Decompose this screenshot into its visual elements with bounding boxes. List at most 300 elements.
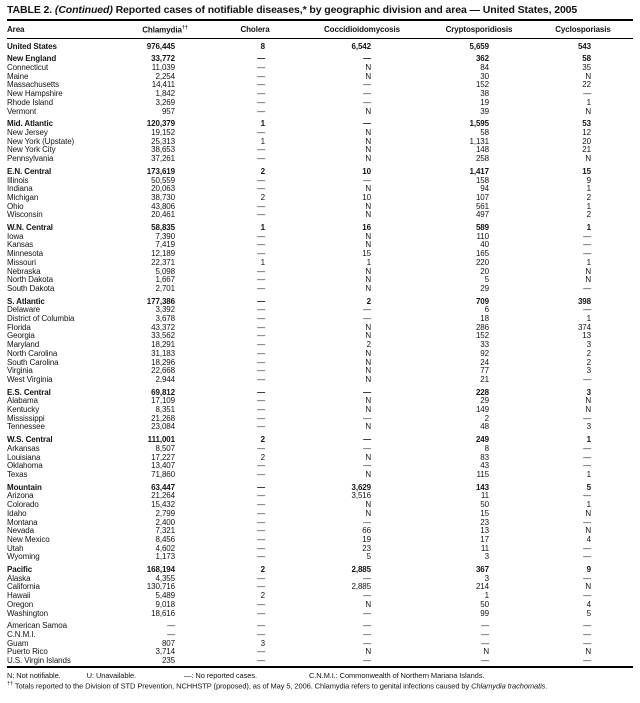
chlamydia-cell: 7,419 bbox=[155, 240, 175, 250]
cholera-cell: — bbox=[257, 348, 265, 358]
table-row bbox=[7, 359, 633, 368]
chlamydia-cell: 23,084 bbox=[151, 422, 175, 432]
cholera-cell: — bbox=[257, 240, 265, 250]
division-row bbox=[7, 389, 633, 398]
area-cell: California bbox=[7, 583, 40, 592]
chlamydia-cell: 63,447 bbox=[151, 482, 175, 492]
chlamydia-cell: 9,018 bbox=[155, 599, 175, 609]
cryptosporidiosis-cell: 77 bbox=[480, 366, 489, 376]
chlamydia-cell: 2,944 bbox=[155, 374, 175, 384]
cyclosporiasis-cell: — bbox=[583, 491, 591, 501]
coccidioidomycosis-cell: 66 bbox=[362, 526, 371, 536]
division-row bbox=[7, 566, 633, 575]
cyclosporiasis-cell: 12 bbox=[582, 127, 591, 137]
coccidioidomycosis-cell: N bbox=[365, 470, 371, 479]
chlamydia-cell: 7,321 bbox=[155, 526, 175, 536]
cryptosporidiosis-cell: 13 bbox=[480, 526, 489, 536]
cyclosporiasis-cell: — bbox=[583, 621, 591, 631]
table-row bbox=[7, 241, 633, 250]
cryptosporidiosis-cell: 149 bbox=[475, 405, 489, 415]
cholera-cell: — bbox=[257, 97, 265, 107]
cyclosporiasis-cell: 15 bbox=[582, 166, 591, 176]
area-cell: Maine bbox=[7, 72, 29, 81]
cryptosporidiosis-cell: 228 bbox=[475, 387, 489, 397]
area-cell: North Dakota bbox=[7, 276, 53, 285]
cholera-cell: — bbox=[257, 582, 265, 592]
cyclosporiasis-cell: — bbox=[583, 461, 591, 471]
cryptosporidiosis-cell: 30 bbox=[480, 71, 489, 81]
cryptosporidiosis-cell: 1,595 bbox=[469, 119, 489, 129]
cholera-cell: — bbox=[257, 175, 265, 185]
area-cell: W.N. Central bbox=[7, 224, 53, 233]
cryptosporidiosis-cell: 152 bbox=[475, 331, 489, 341]
cyclosporiasis-cell: — bbox=[583, 249, 591, 259]
cyclosporiasis-cell: — bbox=[583, 543, 591, 553]
table-row bbox=[7, 492, 633, 501]
table-row bbox=[7, 99, 633, 108]
chlamydia-cell: 33,772 bbox=[151, 54, 175, 64]
cyclosporiasis-cell: — bbox=[583, 552, 591, 562]
chlamydia-cell: 21,264 bbox=[151, 491, 175, 501]
cryptosporidiosis-cell: 6 bbox=[484, 305, 489, 315]
area-cell: South Dakota bbox=[7, 284, 55, 293]
cyclosporiasis-cell: — bbox=[583, 656, 591, 666]
cryptosporidiosis-cell: 17 bbox=[480, 534, 489, 544]
cryptosporidiosis-cell: 497 bbox=[475, 210, 489, 220]
area-cell: District of Columbia bbox=[7, 315, 75, 324]
cryptosporidiosis-cell: 8 bbox=[484, 443, 489, 453]
chlamydia-cell: 14,411 bbox=[151, 80, 175, 90]
coccidioidomycosis-cell: N bbox=[365, 405, 371, 415]
cryptosporidiosis-cell: 18 bbox=[480, 314, 489, 324]
area-cell: Louisiana bbox=[7, 453, 41, 462]
table-row bbox=[7, 501, 633, 510]
cholera-cell: — bbox=[257, 54, 265, 64]
cryptosporidiosis-cell: 158 bbox=[475, 175, 489, 185]
area-cell: West Virginia bbox=[7, 375, 53, 384]
cryptosporidiosis-cell: 152 bbox=[475, 80, 489, 90]
chlamydia-cell: 235 bbox=[161, 656, 175, 666]
table-row bbox=[7, 536, 633, 545]
table-row bbox=[7, 285, 633, 294]
cholera-cell: — bbox=[257, 283, 265, 293]
coccidioidomycosis-cell: — bbox=[363, 119, 371, 129]
table-row bbox=[7, 640, 633, 649]
cholera-cell: — bbox=[257, 145, 265, 155]
cryptosporidiosis-cell: 143 bbox=[475, 482, 489, 492]
column-header-chlamydia: Chlamydia†† bbox=[119, 21, 211, 38]
chlamydia-cell: 2,701 bbox=[155, 283, 175, 293]
cholera-cell: — bbox=[257, 331, 265, 341]
cholera-cell: 3 bbox=[260, 638, 265, 648]
cholera-cell: — bbox=[257, 517, 265, 527]
coccidioidomycosis-cell: 10 bbox=[362, 192, 371, 202]
chlamydia-cell: 2,400 bbox=[155, 517, 175, 527]
coccidioidomycosis-cell: N bbox=[365, 366, 371, 376]
cryptosporidiosis-cell: 165 bbox=[475, 249, 489, 259]
coccidioidomycosis-cell: N bbox=[365, 396, 371, 406]
footnote-dagger-marker: †† bbox=[7, 680, 13, 687]
cholera-cell: — bbox=[257, 63, 265, 73]
coccidioidomycosis-cell: N bbox=[365, 422, 371, 432]
coccidioidomycosis-cell: N bbox=[365, 240, 371, 250]
cryptosporidiosis-cell: 589 bbox=[475, 223, 489, 233]
table-row bbox=[7, 406, 633, 415]
cyclosporiasis-cell: — bbox=[583, 452, 591, 462]
chlamydia-cell: 17,227 bbox=[151, 452, 175, 462]
chlamydia-cell: 18,291 bbox=[151, 340, 175, 350]
area-cell: Oregon bbox=[7, 600, 34, 609]
chlamydia-cell: 19,152 bbox=[151, 127, 175, 137]
cyclosporiasis-cell: — bbox=[583, 638, 591, 648]
cholera-cell: — bbox=[257, 340, 265, 350]
area-cell: Mississippi bbox=[7, 414, 45, 423]
cryptosporidiosis-cell: 3 bbox=[484, 573, 489, 583]
column-header-chlamydia-footnote-marker: †† bbox=[181, 25, 188, 31]
cryptosporidiosis-cell: 709 bbox=[475, 296, 489, 306]
cholera-cell: — bbox=[257, 374, 265, 384]
chlamydia-cell: 168,194 bbox=[146, 565, 175, 575]
cholera-cell: — bbox=[257, 231, 265, 241]
chlamydia-cell: 69,812 bbox=[151, 387, 175, 397]
chlamydia-cell: 130,716 bbox=[146, 582, 175, 592]
footnote-legend bbox=[7, 671, 633, 680]
cholera-cell: — bbox=[257, 656, 265, 666]
cyclosporiasis-cell: 3 bbox=[586, 340, 591, 350]
area-cell: E.N. Central bbox=[7, 167, 52, 176]
cyclosporiasis-cell: — bbox=[583, 305, 591, 315]
cholera-cell: — bbox=[257, 357, 265, 367]
table-row bbox=[7, 592, 633, 601]
area-cell: Michigan bbox=[7, 193, 39, 202]
cryptosporidiosis-cell: N bbox=[483, 647, 489, 657]
cholera-cell: — bbox=[257, 422, 265, 432]
cholera-cell: 2 bbox=[260, 591, 265, 601]
cryptosporidiosis-cell: 107 bbox=[475, 192, 489, 202]
area-cell: Arizona bbox=[7, 492, 34, 501]
cyclosporiasis-cell: N bbox=[585, 508, 591, 518]
cryptosporidiosis-cell: 99 bbox=[480, 608, 489, 618]
cryptosporidiosis-cell: 40 bbox=[480, 240, 489, 250]
cholera-cell: — bbox=[257, 543, 265, 553]
coccidioidomycosis-cell: N bbox=[365, 322, 371, 332]
cholera-cell: — bbox=[257, 89, 265, 99]
cryptosporidiosis-cell: 5,659 bbox=[469, 41, 489, 51]
area-cell: Mountain bbox=[7, 483, 42, 492]
cholera-cell: 1 bbox=[260, 119, 265, 129]
cholera-cell: — bbox=[257, 154, 265, 164]
cryptosporidiosis-cell: 21 bbox=[480, 374, 489, 384]
coccidioidomycosis-cell: 16 bbox=[362, 223, 371, 233]
cryptosporidiosis-cell: 2 bbox=[484, 413, 489, 423]
area-cell: New Jersey bbox=[7, 128, 48, 137]
cryptosporidiosis-cell: 1,131 bbox=[469, 136, 489, 146]
cryptosporidiosis-cell: 148 bbox=[475, 145, 489, 155]
cholera-cell: — bbox=[257, 500, 265, 510]
chlamydia-cell: 177,386 bbox=[146, 296, 175, 306]
cyclosporiasis-cell: N bbox=[585, 266, 591, 276]
cholera-cell: 2 bbox=[260, 166, 265, 176]
cholera-cell: — bbox=[257, 647, 265, 657]
area-cell: Pennsylvania bbox=[7, 155, 54, 164]
cyclosporiasis-cell: N bbox=[585, 396, 591, 406]
coccidioidomycosis-cell: 5 bbox=[366, 552, 371, 562]
cholera-cell: — bbox=[257, 526, 265, 536]
area-cell: Nebraska bbox=[7, 267, 41, 276]
coccidioidomycosis-cell: N bbox=[365, 331, 371, 341]
area-cell: Nevada bbox=[7, 527, 34, 536]
chlamydia-cell: 807 bbox=[161, 638, 175, 648]
coccidioidomycosis-cell: — bbox=[363, 591, 371, 601]
table-row bbox=[7, 64, 633, 73]
chlamydia-cell: 12,189 bbox=[151, 249, 175, 259]
table-row bbox=[7, 367, 633, 376]
area-cell: Montana bbox=[7, 518, 38, 527]
area-cell: S. Atlantic bbox=[7, 297, 45, 306]
table-title-prefix: TABLE 2. bbox=[7, 4, 53, 16]
column-header-coccidioidomycosis: Coccidioidomycosis bbox=[299, 21, 425, 38]
chlamydia-cell: 111,001 bbox=[147, 435, 175, 445]
area-cell: Kansas bbox=[7, 241, 34, 250]
cholera-cell: — bbox=[257, 210, 265, 220]
table-row bbox=[7, 397, 633, 406]
cholera-cell: — bbox=[257, 629, 265, 639]
table-row bbox=[7, 194, 633, 203]
coccidioidomycosis-cell: N bbox=[365, 374, 371, 384]
cyclosporiasis-cell: 35 bbox=[582, 63, 591, 73]
cholera-cell: — bbox=[257, 413, 265, 423]
cholera-cell: — bbox=[257, 621, 265, 631]
coccidioidomycosis-cell: N bbox=[365, 500, 371, 510]
cryptosporidiosis-cell: 24 bbox=[480, 357, 489, 367]
chlamydia-cell: 43,806 bbox=[151, 201, 175, 211]
area-cell: Pacific bbox=[7, 566, 33, 575]
cryptosporidiosis-cell: 367 bbox=[475, 565, 489, 575]
chlamydia-cell: 71,860 bbox=[151, 470, 175, 479]
coccidioidomycosis-cell: — bbox=[363, 517, 371, 527]
table-row bbox=[7, 90, 633, 99]
footnote-dagger-text: Totals reported to the Division of STD Prevention, NCHHSTP (proposed), as of May 5, 2006. Chlamydia refers to genital infections caused by bbox=[14, 681, 470, 691]
cholera-cell: — bbox=[257, 470, 265, 479]
cyclosporiasis-cell: 374 bbox=[577, 322, 591, 332]
coccidioidomycosis-cell: 3,516 bbox=[351, 491, 371, 501]
cholera-cell: — bbox=[257, 608, 265, 618]
cyclosporiasis-cell: — bbox=[583, 283, 591, 293]
table-row bbox=[7, 146, 633, 155]
cyclosporiasis-cell: N bbox=[585, 647, 591, 657]
coccidioidomycosis-cell: 15 bbox=[362, 249, 371, 259]
table-row bbox=[7, 631, 633, 640]
cyclosporiasis-cell: 398 bbox=[577, 296, 591, 306]
table-row bbox=[7, 601, 633, 610]
area-cell: Florida bbox=[7, 323, 31, 332]
area-cell: Oklahoma bbox=[7, 462, 43, 471]
cholera-cell: 1 bbox=[260, 223, 265, 233]
coccidioidomycosis-cell: N bbox=[365, 357, 371, 367]
cholera-cell: — bbox=[257, 599, 265, 609]
cryptosporidiosis-cell: 286 bbox=[475, 322, 489, 332]
table-row bbox=[7, 211, 633, 220]
table-row bbox=[7, 415, 633, 424]
cryptosporidiosis-cell: 50 bbox=[480, 599, 489, 609]
cholera-cell: — bbox=[257, 552, 265, 562]
cholera-cell: 2 bbox=[260, 192, 265, 202]
table-row bbox=[7, 203, 633, 212]
chlamydia-cell: 31,183 bbox=[151, 348, 175, 358]
cholera-cell: — bbox=[257, 461, 265, 471]
cholera-cell: 2 bbox=[260, 565, 265, 575]
area-cell: North Carolina bbox=[7, 349, 58, 358]
cryptosporidiosis-cell: 83 bbox=[480, 452, 489, 462]
coccidioidomycosis-cell: 2 bbox=[366, 296, 371, 306]
chlamydia-cell: 15,432 bbox=[151, 500, 175, 510]
division-row bbox=[7, 120, 633, 129]
coccidioidomycosis-cell: 3,629 bbox=[351, 482, 371, 492]
chlamydia-cell: 18,616 bbox=[151, 608, 175, 618]
chlamydia-cell: 11,039 bbox=[151, 63, 175, 73]
chlamydia-cell: 7,390 bbox=[155, 231, 175, 241]
area-cell: Texas bbox=[7, 471, 28, 479]
area-cell: Colorado bbox=[7, 501, 39, 510]
chlamydia-cell: 21,268 bbox=[151, 413, 175, 423]
cryptosporidiosis-cell: 561 bbox=[475, 201, 489, 211]
cryptosporidiosis-cell: 3 bbox=[484, 552, 489, 562]
table-row bbox=[7, 155, 633, 164]
area-cell: New York City bbox=[7, 146, 56, 155]
area-cell: Wyoming bbox=[7, 553, 40, 562]
coccidioidomycosis-cell: — bbox=[363, 89, 371, 99]
area-cell: Washington bbox=[7, 609, 48, 618]
cyclosporiasis-cell: 4 bbox=[586, 599, 591, 609]
cryptosporidiosis-cell: 115 bbox=[476, 470, 489, 479]
cyclosporiasis-cell: N bbox=[585, 71, 591, 81]
chlamydia-cell: 8,456 bbox=[155, 534, 175, 544]
table-row bbox=[7, 519, 633, 528]
cyclosporiasis-cell: 1 bbox=[586, 435, 591, 445]
chlamydia-cell: 58,835 bbox=[151, 223, 175, 233]
cryptosporidiosis-cell: 92 bbox=[480, 348, 489, 358]
cryptosporidiosis-cell: 362 bbox=[475, 54, 489, 64]
table-row bbox=[7, 610, 633, 619]
table-row bbox=[7, 376, 633, 385]
chlamydia-cell: 38,730 bbox=[151, 192, 175, 202]
cyclosporiasis-cell: — bbox=[583, 591, 591, 601]
coccidioidomycosis-cell: N bbox=[365, 127, 371, 137]
cyclosporiasis-cell: — bbox=[583, 517, 591, 527]
area-cell: Alabama bbox=[7, 397, 38, 406]
cholera-cell: — bbox=[257, 396, 265, 406]
cryptosporidiosis-cell: 43 bbox=[480, 461, 489, 471]
chlamydia-cell: — bbox=[167, 629, 175, 639]
cyclosporiasis-cell: — bbox=[583, 374, 591, 384]
coccidioidomycosis-cell: — bbox=[363, 573, 371, 583]
area-cell: Vermont bbox=[7, 107, 37, 116]
coccidioidomycosis-cell: 1 bbox=[366, 257, 371, 267]
area-cell: Georgia bbox=[7, 332, 35, 341]
legend-item: —: No reported cases. bbox=[184, 670, 257, 680]
chlamydia-cell: 5,098 bbox=[155, 266, 175, 276]
coccidioidomycosis-cell: — bbox=[363, 461, 371, 471]
chlamydia-cell: 2,254 bbox=[155, 71, 175, 81]
area-cell: Iowa bbox=[7, 232, 24, 241]
table-row bbox=[7, 350, 633, 359]
area-cell: Kentucky bbox=[7, 406, 40, 415]
coccidioidomycosis-cell: N bbox=[365, 145, 371, 155]
cyclosporiasis-cell: 1 bbox=[586, 223, 591, 233]
header-row bbox=[7, 21, 633, 38]
coccidioidomycosis-cell: N bbox=[365, 647, 371, 657]
chlamydia-cell: 8,507 bbox=[155, 443, 175, 453]
coccidioidomycosis-cell: — bbox=[363, 314, 371, 324]
cholera-cell: 2 bbox=[260, 452, 265, 462]
area-cell: Massachusetts bbox=[7, 81, 60, 90]
cryptosporidiosis-cell: 23 bbox=[480, 517, 489, 527]
cyclosporiasis-cell: 1 bbox=[586, 470, 591, 479]
cholera-cell: — bbox=[257, 491, 265, 501]
area-cell: Minnesota bbox=[7, 250, 44, 259]
table-row bbox=[7, 510, 633, 519]
footnote-dagger-end: . bbox=[545, 681, 548, 691]
coccidioidomycosis-cell: — bbox=[363, 608, 371, 618]
table-body bbox=[7, 38, 633, 667]
column-header-cyclosporiasis: Cyclosporiasis bbox=[533, 21, 633, 38]
cryptosporidiosis-cell: 5 bbox=[484, 275, 489, 285]
division-row bbox=[7, 436, 633, 445]
cholera-cell: — bbox=[257, 127, 265, 137]
area-cell: Delaware bbox=[7, 306, 40, 315]
cholera-cell: — bbox=[257, 296, 265, 306]
cholera-cell: — bbox=[257, 275, 265, 285]
cryptosporidiosis-cell: 1 bbox=[484, 591, 489, 601]
cyclosporiasis-cell: 2 bbox=[586, 357, 591, 367]
cyclosporiasis-cell: 22 bbox=[582, 80, 591, 90]
area-cell: C.N.M.I. bbox=[7, 630, 36, 639]
chlamydia-cell: 120,379 bbox=[146, 119, 175, 129]
area-cell: Utah bbox=[7, 544, 24, 553]
cyclosporiasis-cell: 1 bbox=[586, 500, 591, 510]
cholera-cell: — bbox=[257, 314, 265, 324]
coccidioidomycosis-cell: N bbox=[365, 452, 371, 462]
cryptosporidiosis-cell: 1,417 bbox=[469, 166, 489, 176]
area-cell: Alaska bbox=[7, 574, 31, 583]
cyclosporiasis-cell: — bbox=[583, 413, 591, 423]
cryptosporidiosis-cell: 29 bbox=[480, 283, 489, 293]
area-cell: United States bbox=[7, 42, 57, 51]
coccidioidomycosis-cell: — bbox=[363, 638, 371, 648]
table-row bbox=[7, 324, 633, 333]
chlamydia-cell: 18,296 bbox=[151, 357, 175, 367]
cyclosporiasis-cell: 1 bbox=[586, 314, 591, 324]
cyclosporiasis-cell: — bbox=[583, 231, 591, 241]
cholera-cell: — bbox=[257, 322, 265, 332]
coccidioidomycosis-cell: N bbox=[365, 275, 371, 285]
cryptosporidiosis-cell: — bbox=[481, 656, 489, 666]
cyclosporiasis-cell: 3 bbox=[586, 366, 591, 376]
cyclosporiasis-cell: N bbox=[585, 405, 591, 415]
cryptosporidiosis-cell: 15 bbox=[480, 508, 489, 518]
area-cell: New Mexico bbox=[7, 535, 50, 544]
cyclosporiasis-cell: 2 bbox=[586, 348, 591, 358]
coccidioidomycosis-cell: — bbox=[363, 656, 371, 666]
cholera-cell: — bbox=[257, 534, 265, 544]
cyclosporiasis-cell: 13 bbox=[582, 331, 591, 341]
area-cell: Guam bbox=[7, 639, 29, 648]
legend-item: U: Unavailable. bbox=[86, 670, 137, 680]
legend-item: N: Not notifiable. bbox=[7, 670, 61, 680]
cholera-cell: — bbox=[257, 508, 265, 518]
table-row bbox=[7, 332, 633, 341]
chlamydia-cell: 50,559 bbox=[151, 175, 175, 185]
